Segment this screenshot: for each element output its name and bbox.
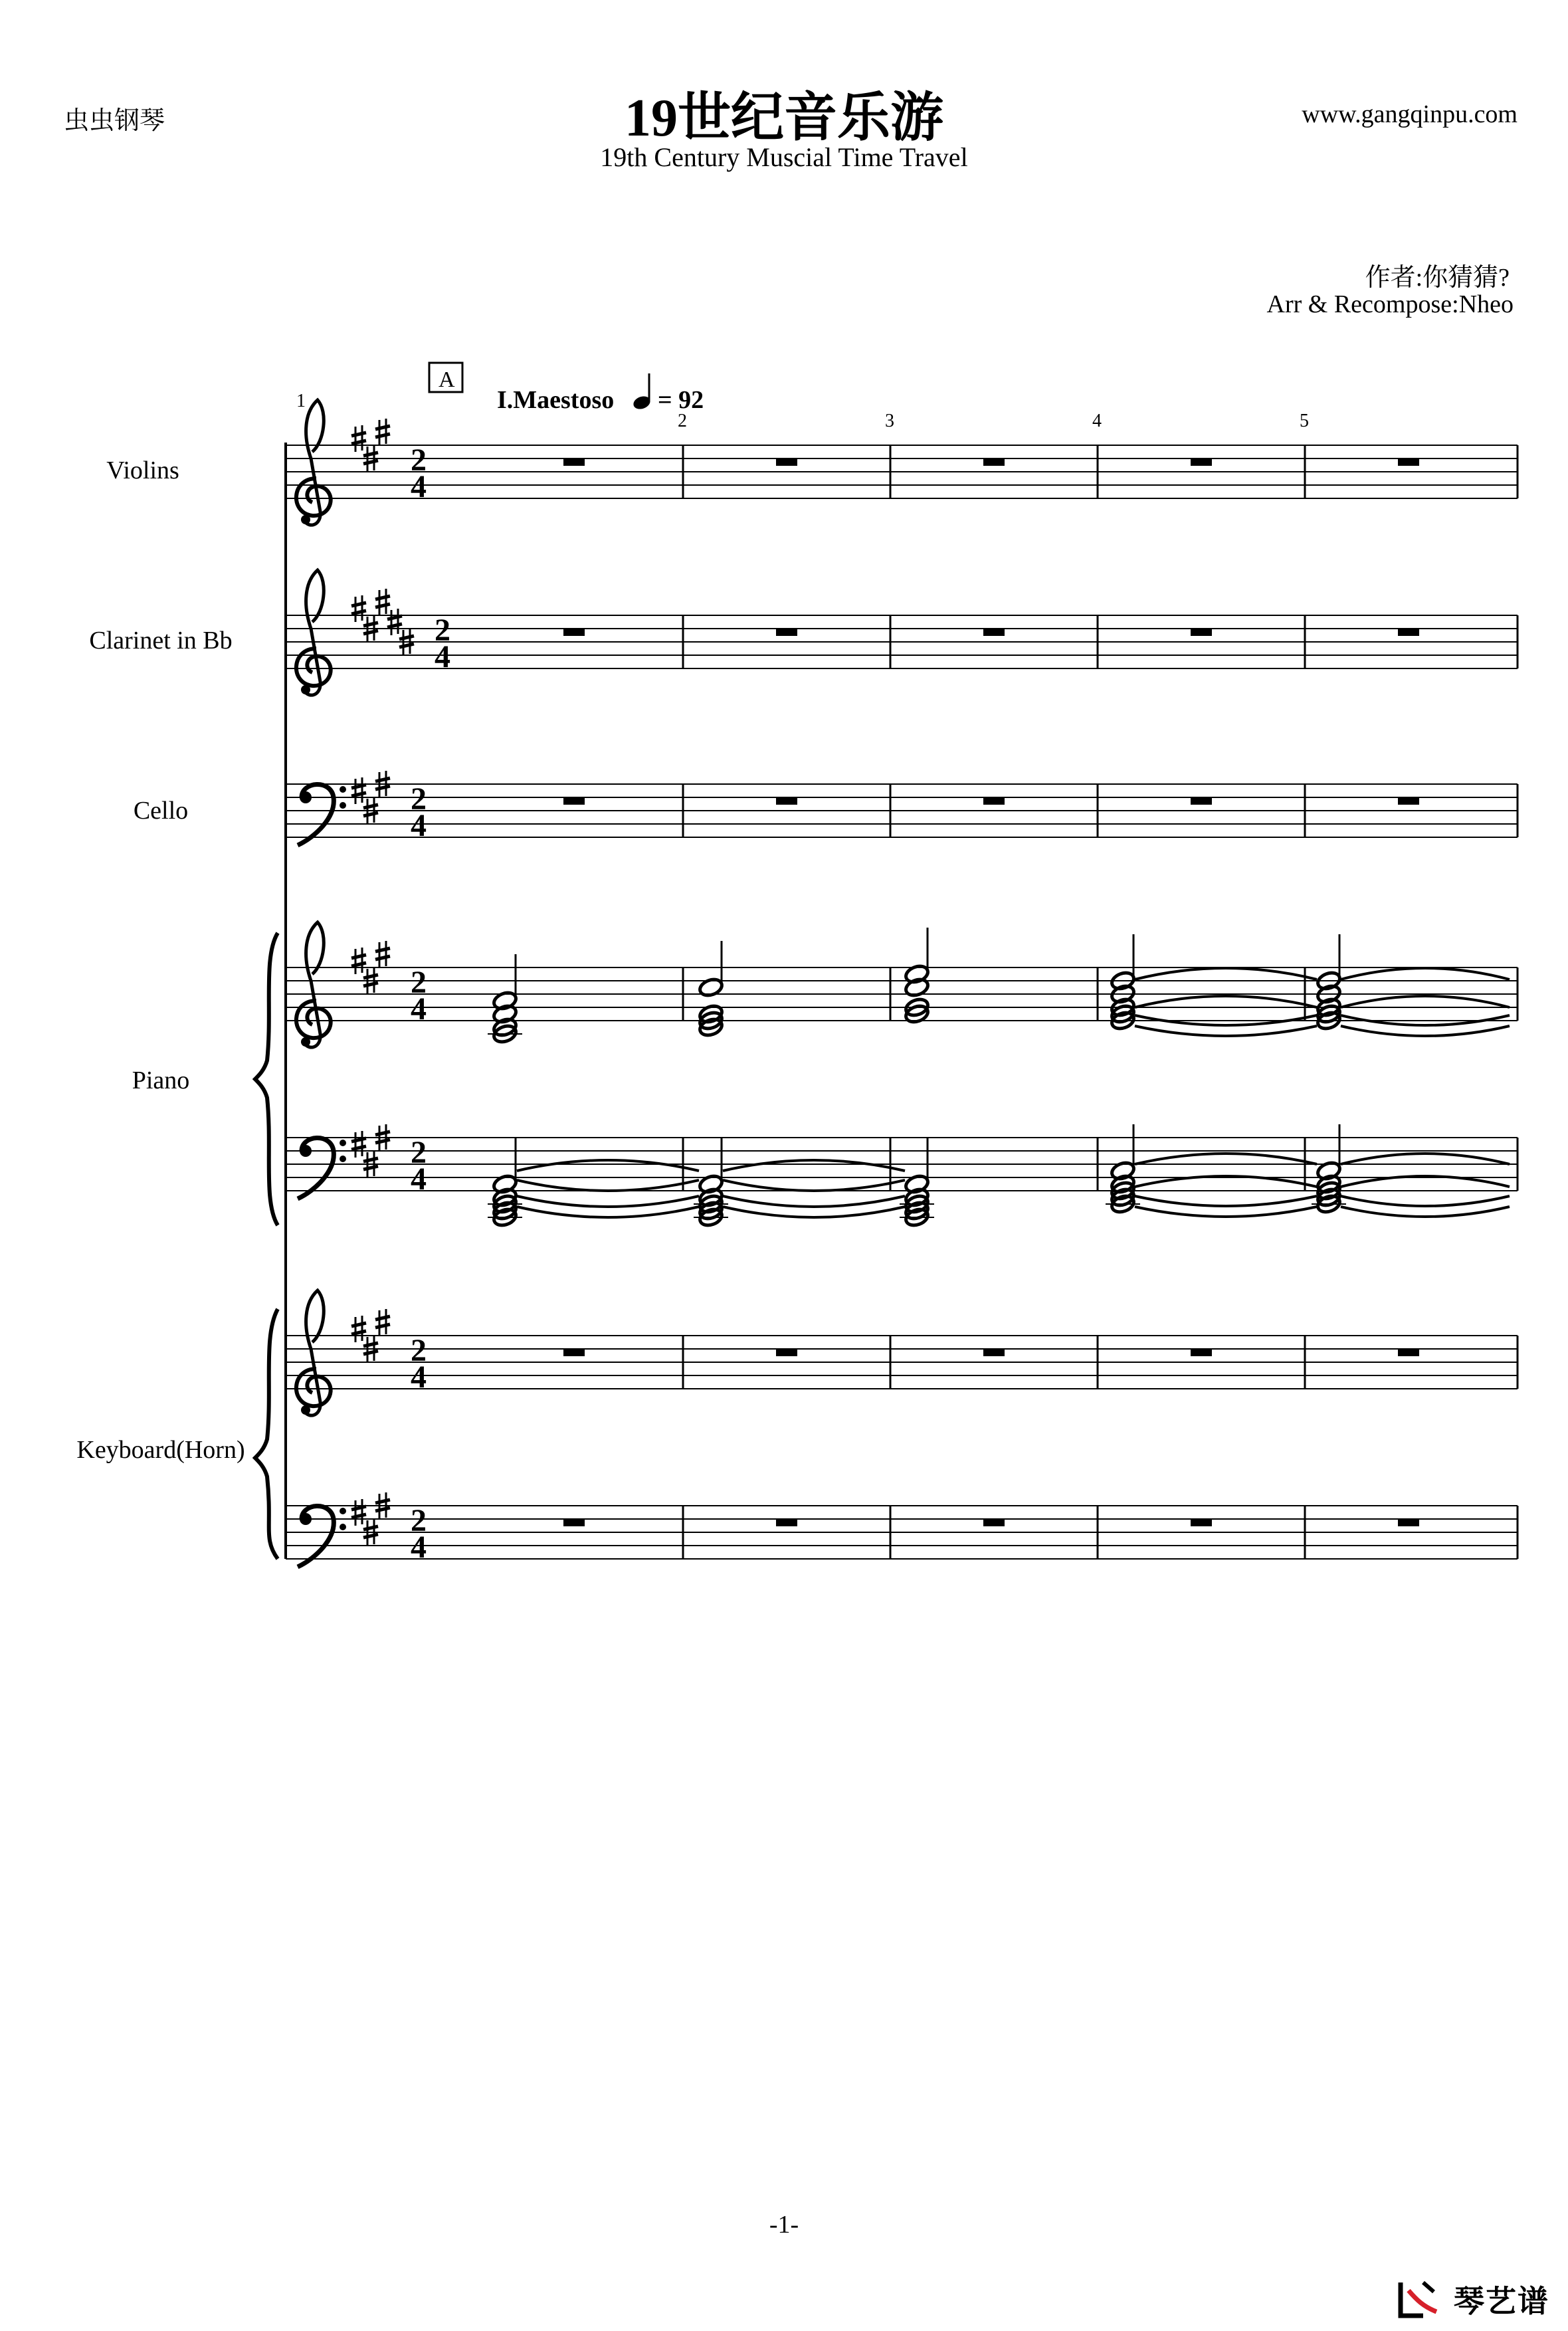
time-signature-beats: 2 bbox=[435, 613, 450, 648]
whole-rest-icon bbox=[1191, 797, 1212, 805]
piano-chords bbox=[488, 928, 1510, 1228]
tie bbox=[1135, 968, 1317, 979]
part-name-violins: Violins bbox=[106, 456, 179, 484]
whole-rest-icon bbox=[1398, 458, 1419, 466]
clefs bbox=[296, 400, 346, 1567]
bass-clef-icon bbox=[298, 1138, 346, 1199]
treble-clef-icon bbox=[296, 922, 331, 1047]
time-signature-beat-type: 4 bbox=[435, 639, 450, 674]
whole-rest-icon bbox=[563, 1519, 585, 1526]
composer-credit: 作者:你猜猜? bbox=[1365, 264, 1510, 292]
sharp-icon bbox=[351, 425, 366, 452]
time-signature-beat-type: 4 bbox=[411, 991, 427, 1027]
part-name-cello: Cello bbox=[133, 797, 189, 825]
tie bbox=[1341, 1154, 1510, 1164]
whole-rest-icon bbox=[1191, 1349, 1212, 1356]
tie bbox=[1135, 996, 1317, 1007]
tie bbox=[1341, 1026, 1510, 1036]
tempo-text: I.Maestoso bbox=[497, 386, 615, 414]
whole-rest-icon bbox=[983, 1519, 1005, 1526]
whole-rest-icon bbox=[563, 629, 585, 636]
tie bbox=[1341, 968, 1510, 979]
sharp-icon bbox=[351, 777, 366, 804]
half-note-head bbox=[698, 977, 724, 998]
whole-rest-icon bbox=[563, 1349, 585, 1356]
sharp-icon bbox=[375, 589, 390, 615]
time-signature-beats: 2 bbox=[411, 1333, 427, 1368]
time-signature-beats: 2 bbox=[411, 781, 427, 817]
score-title: 19世纪音乐游 bbox=[625, 89, 943, 148]
whole-rest-icon bbox=[983, 458, 1005, 466]
whole-rest-icon bbox=[1191, 629, 1212, 636]
keyboard-brace bbox=[255, 1309, 278, 1559]
tie bbox=[517, 1180, 699, 1191]
part-name-keyboard: Keyboard(Horn) bbox=[76, 1436, 245, 1464]
whole-rest-icon bbox=[1398, 797, 1419, 805]
tie bbox=[517, 1207, 699, 1217]
time-signature-beat-type: 4 bbox=[411, 1360, 427, 1395]
tie bbox=[1341, 1196, 1510, 1206]
whole-rest-icon bbox=[1398, 1349, 1419, 1356]
sharp-icon bbox=[387, 609, 402, 635]
measure-number-2: 2 bbox=[678, 411, 687, 431]
measure-number-3: 3 bbox=[885, 411, 894, 431]
tie bbox=[1135, 1026, 1317, 1036]
score-subtitle: 19th Century Muscial Time Travel bbox=[600, 142, 968, 172]
tie bbox=[1341, 996, 1510, 1007]
sharp-icon bbox=[351, 1499, 366, 1526]
sharp-icon bbox=[375, 1309, 390, 1336]
tie bbox=[723, 1207, 905, 1217]
tie bbox=[1135, 1207, 1317, 1217]
part-name-clarinet: Clarinet in Bb bbox=[89, 627, 233, 655]
treble-clef-icon bbox=[296, 1290, 331, 1415]
sharp-icon bbox=[351, 595, 366, 622]
time-signature-beats: 2 bbox=[411, 443, 427, 478]
whole-rest-icon bbox=[1398, 629, 1419, 636]
time-signature-beats: 2 bbox=[411, 1503, 427, 1538]
time-signature-beat-type: 4 bbox=[411, 808, 427, 843]
page-number: -1- bbox=[769, 2211, 799, 2239]
measure-number-5: 5 bbox=[1300, 411, 1309, 431]
sharp-icon bbox=[375, 419, 390, 445]
piano-brace bbox=[255, 933, 278, 1225]
time-signature-beat-type: 4 bbox=[411, 1162, 427, 1197]
whole-rest-icon bbox=[1191, 458, 1212, 466]
sharp-icon bbox=[351, 1316, 366, 1342]
sharp-icon bbox=[351, 948, 366, 974]
rehearsal-mark: A bbox=[439, 367, 455, 392]
time-signatures bbox=[411, 443, 450, 1565]
bass-clef-icon bbox=[298, 1506, 346, 1567]
measure-number-1: 1 bbox=[296, 391, 306, 411]
whole-rest-icon bbox=[1398, 1519, 1419, 1526]
whole-rest-icon bbox=[776, 797, 797, 805]
whole-rest-icon bbox=[776, 458, 797, 466]
bass-clef-icon bbox=[298, 784, 346, 845]
part-name-piano: Piano bbox=[132, 1066, 190, 1094]
time-signature-beats: 2 bbox=[411, 1135, 427, 1170]
tie bbox=[517, 1160, 699, 1171]
whole-rest-icon bbox=[776, 629, 797, 636]
key-signatures bbox=[351, 419, 414, 1546]
website-link[interactable]: www.gangqinpu.com bbox=[1302, 100, 1518, 128]
measure-number-4: 4 bbox=[1092, 411, 1102, 431]
whole-rest-icon bbox=[776, 1519, 797, 1526]
whole-rest-icon bbox=[563, 797, 585, 805]
whole-rest-icon bbox=[983, 629, 1005, 636]
time-signature-beat-type: 4 bbox=[411, 1530, 427, 1565]
time-signature-beats: 2 bbox=[411, 965, 427, 1000]
tie bbox=[1135, 1196, 1317, 1206]
tempo-value: = 92 bbox=[658, 386, 704, 414]
tie bbox=[1341, 1207, 1510, 1217]
tie bbox=[723, 1196, 905, 1207]
barlines bbox=[683, 445, 1518, 1559]
time-signature-beat-type: 4 bbox=[411, 469, 427, 504]
whole-rest-icon bbox=[983, 1349, 1005, 1356]
arranger-credit: Arr & Recompose:Nheo bbox=[1266, 290, 1514, 318]
tie bbox=[1135, 1154, 1317, 1164]
whole-rest-icon bbox=[776, 1349, 797, 1356]
measure-rests bbox=[563, 458, 1419, 1526]
sharp-icon bbox=[375, 941, 390, 967]
treble-clef-icon bbox=[296, 400, 331, 525]
sharp-icon bbox=[351, 1131, 366, 1158]
tie bbox=[723, 1160, 905, 1171]
tie bbox=[723, 1180, 905, 1191]
tie bbox=[517, 1196, 699, 1207]
whole-rest-icon bbox=[983, 797, 1005, 805]
logo-mark-icon bbox=[1397, 2277, 1446, 2321]
treble-clef-icon bbox=[296, 570, 331, 695]
site-name: 虫虫钢琴 bbox=[64, 107, 165, 135]
whole-rest-icon bbox=[563, 458, 585, 466]
logo-text: 琴艺谱 bbox=[1454, 2283, 1549, 2319]
quarter-note-tempo-icon bbox=[632, 373, 652, 411]
qinyipu-logo[interactable] bbox=[1397, 2275, 1549, 2323]
whole-rest-icon bbox=[1191, 1519, 1212, 1526]
